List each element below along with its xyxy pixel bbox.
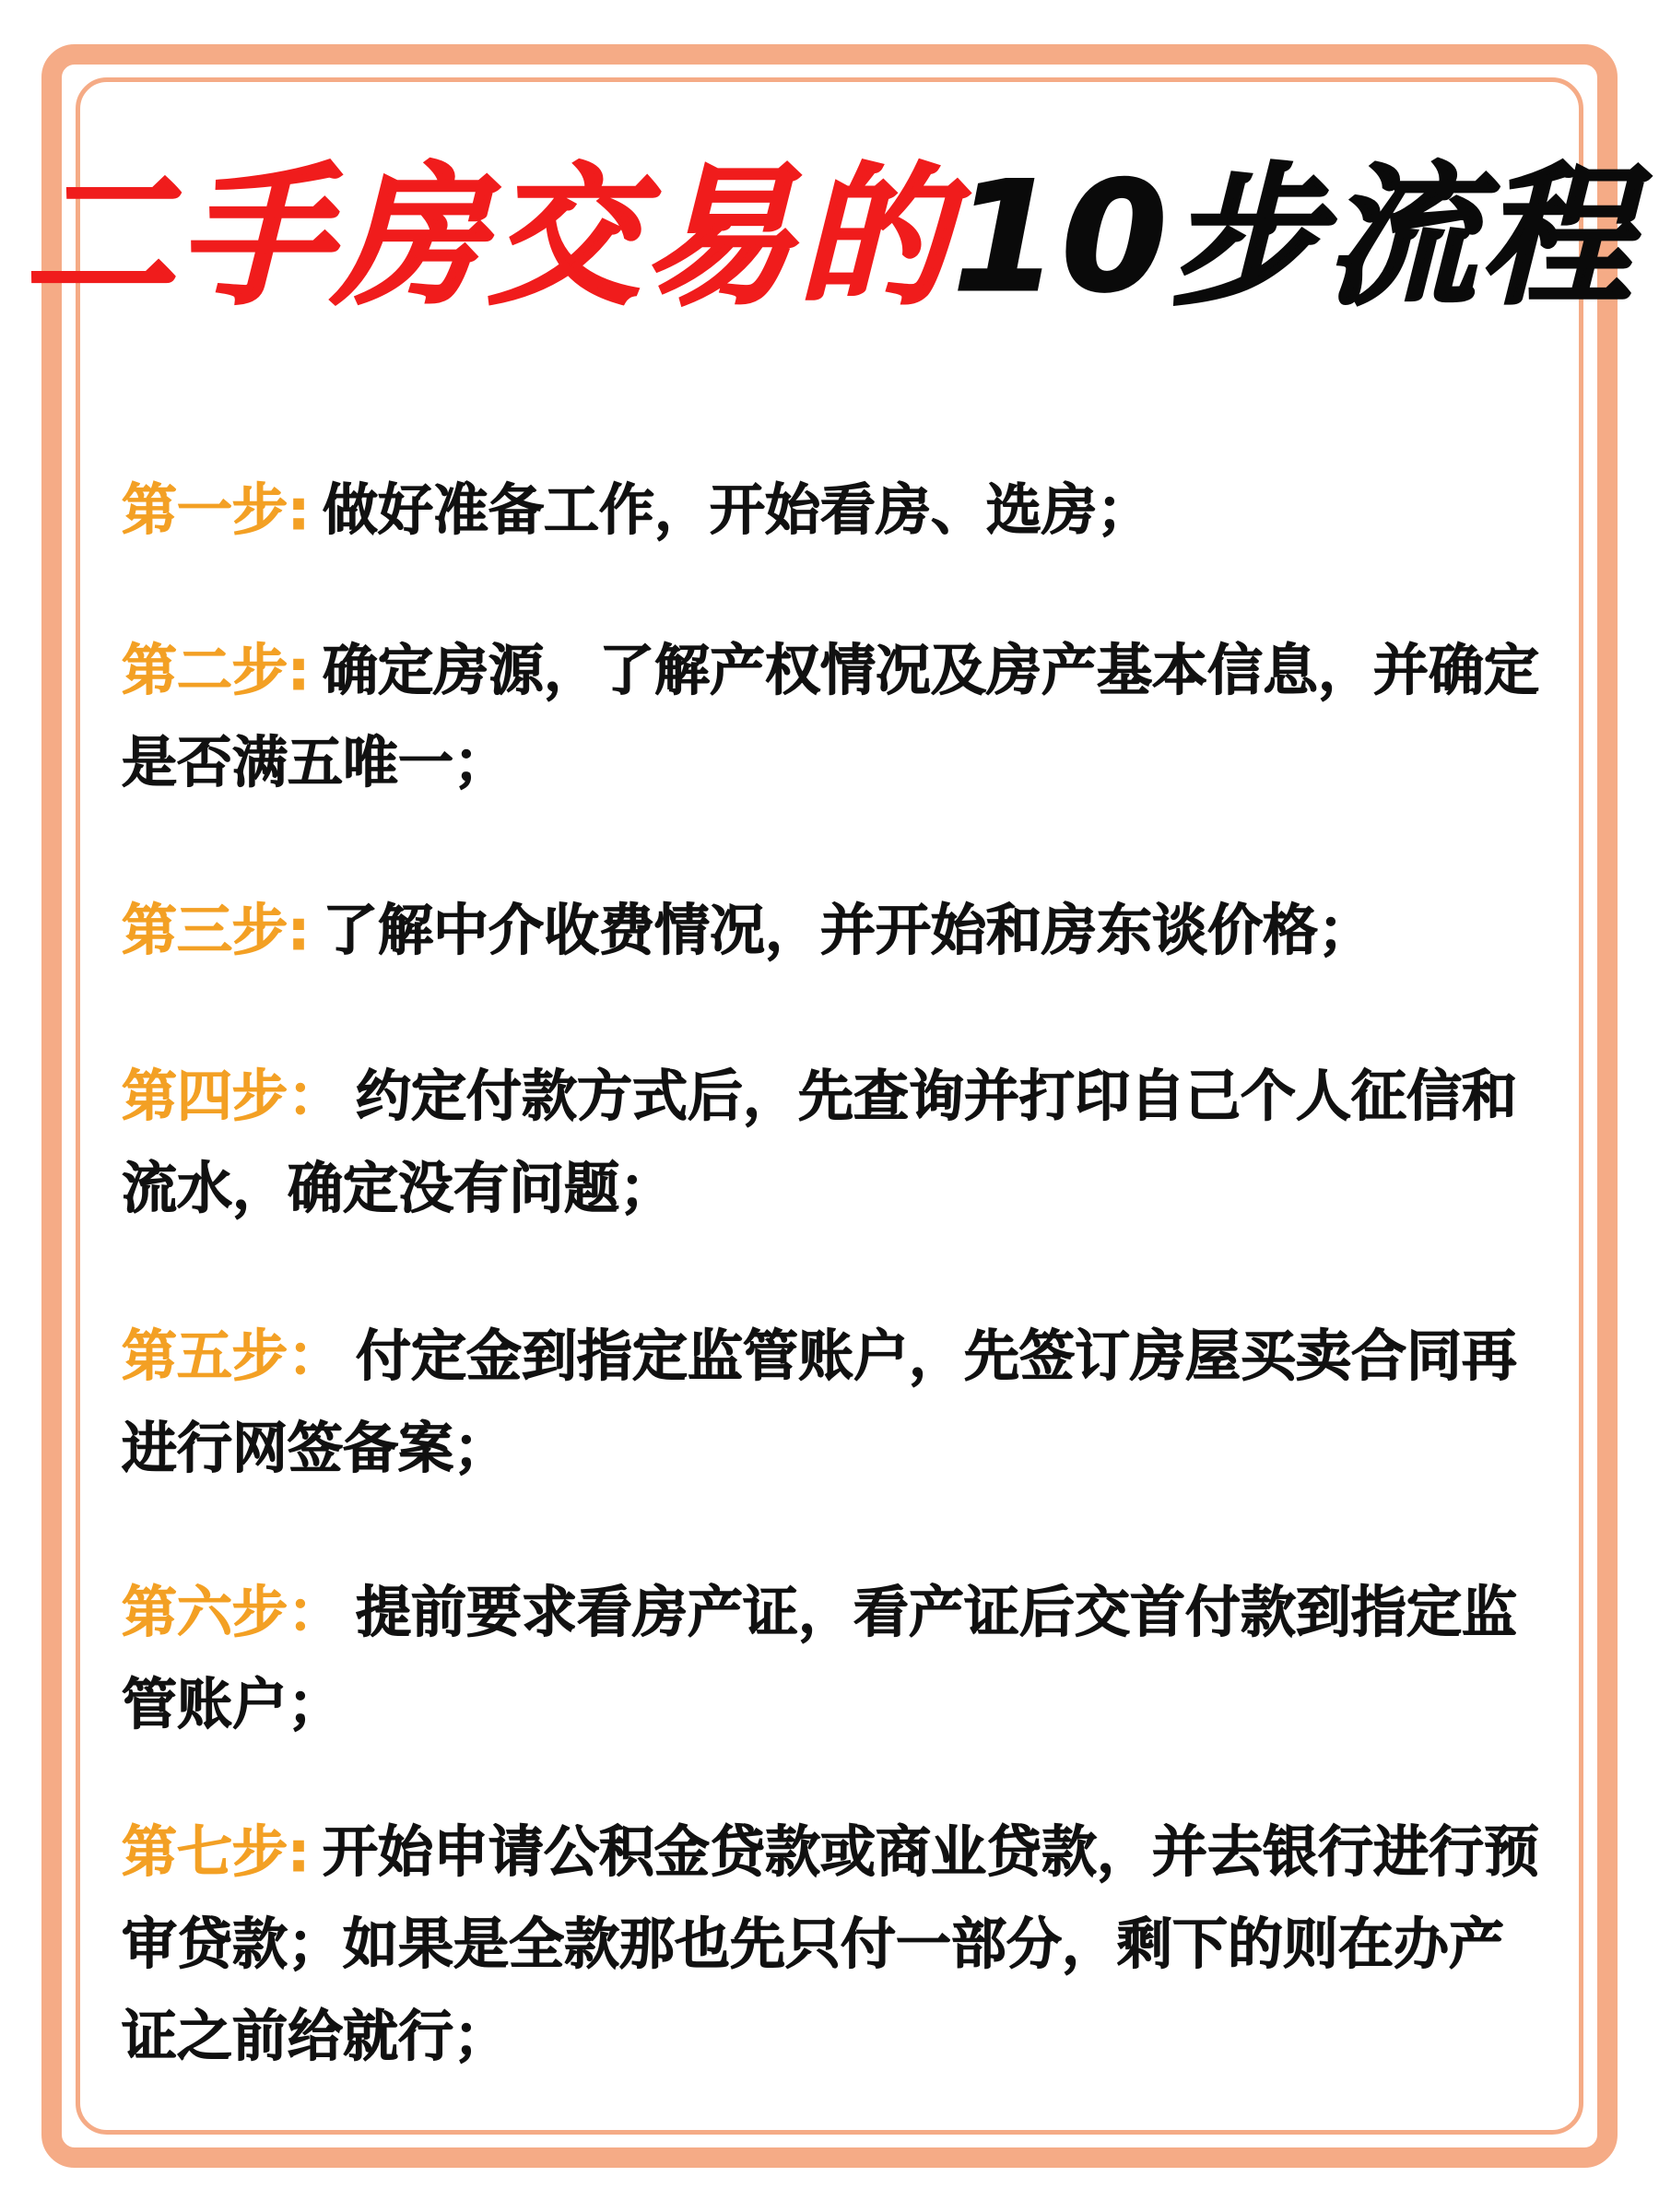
step-item-1 bbox=[122, 465, 1541, 557]
step-label: 第四步： bbox=[122, 1065, 343, 1129]
step-text: 付定金到指定监管账户，先签订房屋买卖合同再进行网签备案； bbox=[122, 1324, 1517, 1481]
step-label: 第六步： bbox=[122, 1581, 343, 1645]
step-text: 确定房源，了解产权情况及房产基本信息，并确定是否满五唯一； bbox=[122, 639, 1539, 795]
step-label: 第三步: bbox=[122, 899, 310, 963]
step-label: 第五步： bbox=[122, 1324, 343, 1389]
step-text: 做好准备工作，开始看房、选房； bbox=[323, 478, 1152, 543]
step-label: 第一步: bbox=[122, 478, 310, 543]
step-label: 第七步: bbox=[122, 1820, 310, 1885]
step-text: 提前要求看房产证，看产证后交首付款到指定监管账户； bbox=[122, 1581, 1517, 1737]
title-red-part: 二手房交易的 bbox=[23, 149, 953, 325]
step-text: 开始申请公积金贷款或商业贷款，并去银行进行预审贷款；如果是全款那也先只付一部分，剩下的则在办产证之前给就行； bbox=[122, 1820, 1539, 2069]
step-item-7 bbox=[122, 1806, 1541, 2083]
step-text: 了解中介收费情况，并开始和房东谈价格； bbox=[323, 899, 1373, 963]
step-item-2 bbox=[122, 625, 1541, 809]
step-item-6 bbox=[122, 1567, 1541, 1751]
step-item-3 bbox=[122, 885, 1541, 977]
step-item-4 bbox=[122, 1051, 1541, 1235]
step-label: 第二步: bbox=[122, 639, 310, 703]
step-text: 约定付款方式后，先查询并打印自己个人征信和流水，确定没有问题； bbox=[122, 1065, 1517, 1221]
page-title bbox=[0, 146, 1659, 330]
step-item-5 bbox=[122, 1311, 1541, 1495]
title-black-part: 10步流程 bbox=[952, 149, 1636, 325]
